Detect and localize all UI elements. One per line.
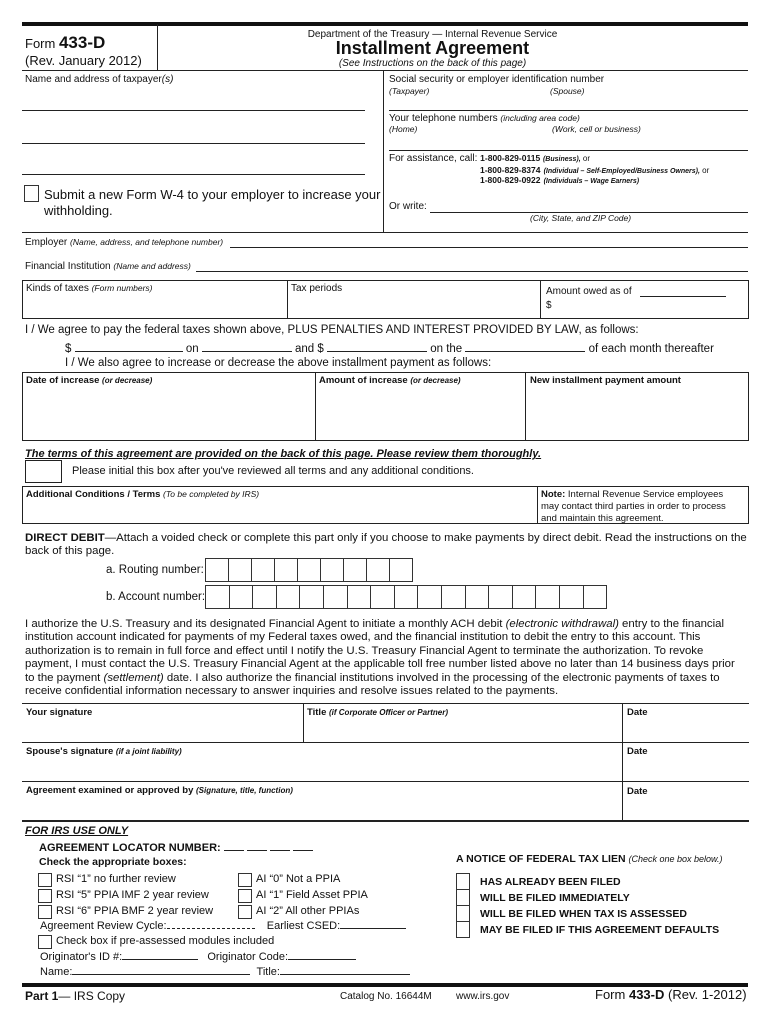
digit-box[interactable] [535,585,560,609]
digit-box[interactable] [343,558,367,582]
title-field[interactable]: Title (if Corporate Officer or Partner) [307,707,448,718]
lien-option-label: WILL BE FILED WHEN TAX IS ASSESSED [480,908,687,920]
amount-owed-dollar: $ [546,300,552,311]
monthly-amount-field[interactable] [327,351,427,352]
form-id [25,33,105,53]
rule [22,232,748,233]
form-number: 433-D [58,33,106,52]
footer-form-id: Form 433-D (Rev. 1-2012) [595,987,747,1002]
form-revision: (Rev. January 2012) [25,53,142,68]
ai-0-checkbox[interactable] [238,873,252,887]
rule [22,742,749,743]
agreement-text: I / We agree to pay the federal taxes shown above, PLUS PENALTIES AND INTEREST PROVIDED BY LAW, as follows: [25,324,639,336]
rsi-5-checkbox[interactable] [38,889,52,903]
spouse-signature-field[interactable]: Spouse's signature (if a joint liability) [26,746,182,757]
department: Department of the Treasury — Internal Revenue Service [307,29,558,40]
spouse-date-field[interactable]: Date [627,746,648,757]
review-cycle-row: Agreement Review Cycle: Earliest CSED: [40,920,406,932]
instructions-note: (See Instructions on the back of this page) [338,58,527,69]
lien-option-label: MAY BE FILED IF THIS AGREEMENT DEFAULTS [480,924,720,936]
divider [540,280,541,319]
lien-option-label: HAS ALREADY BEEN FILED [480,876,621,888]
amount-owed-label: Amount owed as of [546,286,632,297]
divider [525,372,526,441]
ai-1-label: AI “1” Field Asset PPIA [256,889,368,901]
divider [383,70,384,232]
phone-line[interactable] [389,150,748,151]
digit-box[interactable] [251,558,275,582]
assistance-phone-2: 1-800-829-8374 (Individual – Self-Employed/Business Owners), or [480,165,710,175]
digit-box[interactable] [274,558,298,582]
digit-box[interactable] [323,585,348,609]
digit-box[interactable] [297,558,321,582]
assistance-label: For assistance, call: 1-800-829-0115 (Business), or [389,153,591,164]
w4-label: Submit a new Form W-4 to your employer to increase your [44,187,381,202]
irs-title-field[interactable] [280,974,410,975]
rsi-6-label: RSI “6” PPIA BMF 2 year review [56,905,214,917]
ai-2-checkbox[interactable] [238,905,252,919]
originator-row: Originator's ID #: Originator Code: [40,951,356,963]
kinds-of-taxes-label: Kinds of taxes (Form numbers) [26,283,153,294]
name-address-line-2[interactable] [22,143,365,144]
name-address-label: Name and address of taxpayer(s) [25,74,174,85]
digit-box[interactable] [205,585,230,609]
account-label: b. Account number: [106,591,206,603]
employer-label: Employer (Name, address, and telephone number) [25,237,224,248]
assistance-phone-3: 1-800-829-0922 (Individuals – Wage Earners) [480,175,640,185]
digit-box[interactable] [366,558,390,582]
rule [22,781,749,782]
home-phone-label: (Home) [389,124,418,134]
part-label: Part 1— IRS Copy [25,989,126,1003]
form-prefix: Form [25,36,56,51]
lien-label: A NOTICE OF FEDERAL TAX LIEN (Check one box below.) [456,853,723,865]
ssn-spouse-label: (Spouse) [550,86,585,96]
payment-start-field[interactable] [202,351,292,352]
lien-checkbox[interactable] [456,921,470,938]
check-boxes-label: Check the appropriate boxes: [39,856,187,868]
ssn-line[interactable] [389,110,748,111]
payment-terms-line: $ on and $ on the of each month thereafter [65,343,714,355]
digit-box[interactable] [228,558,252,582]
rsi-6-checkbox[interactable] [38,905,52,919]
digit-box[interactable] [389,558,413,582]
rule [22,820,749,822]
routing-label: a. Routing number: [106,564,204,576]
tax-periods-label: Tax periods [291,283,343,294]
amount-owed-date-field[interactable] [640,296,726,297]
increase-text: I / We also agree to increase or decrease the above installment payment as follows: [65,357,492,369]
digit-box[interactable] [394,585,419,609]
lien-checkbox[interactable] [456,889,470,906]
digit-box[interactable] [252,585,277,609]
signature-date-field[interactable]: Date [627,707,648,718]
digit-box[interactable] [205,558,229,582]
new-payment-header: New installment payment amount [530,375,681,386]
day-of-month-field[interactable] [465,351,585,352]
originator-id-field[interactable] [122,959,198,960]
divider [287,280,288,319]
rule [22,703,749,704]
divider [303,703,304,742]
top-rule [22,22,748,26]
digit-box[interactable] [441,585,466,609]
irs-note: Note: Internal Revenue Service employees [541,489,724,500]
lien-checkbox[interactable] [456,873,470,890]
pre-assessed-checkbox[interactable] [38,935,52,949]
digit-box[interactable] [347,585,372,609]
lien-option-label: WILL BE FILED IMMEDIATELY [480,892,630,904]
w4-checkbox[interactable] [24,185,39,202]
initial-instruction: Please initial this box after you've reviewed all terms and any additional conditions. [72,465,474,477]
your-signature-field[interactable]: Your signature [26,707,93,718]
page-title: Installment Agreement [335,38,530,58]
digit-box[interactable] [488,585,513,609]
locator-number: AGREEMENT LOCATOR NUMBER: [39,842,313,854]
divider [315,372,316,441]
digit-box[interactable] [299,585,324,609]
irs-use-heading: FOR IRS USE ONLY [25,825,129,837]
lien-checkbox[interactable] [456,905,470,922]
website: www.irs.gov [456,991,510,1002]
originator-code-field[interactable] [288,959,356,960]
authorization-text: I authorize the U.S. Treasury and its designated Financial Agent to initiate a monthly ACH debit (electronic withdrawal) entry to the financial institution account indicated for payments of my Federal taxes owed, and the financial institution to debit the entry to this account. This authorization is to remain in full force and effect until I notify the U.S. Treasury Financial Agent to terminate the authorization. To revoke payment, I must contact the U.S. Treasury Financial Agent at the applicable toll free number listed above no later than 14 business days prior to the payment (settlement) date. I also authorize the financial institutions involved in the processing of the electronic payments of taxes to receive confidential information necessary to answer inquiries and resolve issues related to the payments. [25,618,735,698]
divider [622,703,623,820]
digit-box[interactable] [465,585,490,609]
initial-box[interactable] [25,460,62,483]
digit-box[interactable] [417,585,442,609]
rsi-1-checkbox[interactable] [38,873,52,887]
direct-debit-intro: DIRECT DEBIT—Attach a voided check or complete this part only if you choose to make payments by direct debit. Read the instructions on the back of this page. [25,532,747,558]
csed-field[interactable] [340,928,406,929]
divider [537,486,538,524]
header-divider [157,24,158,70]
rsi-5-label: RSI “5” PPIA IMF 2 year review [56,889,209,901]
digit-box[interactable] [370,585,395,609]
w4-label-cont: withholding. [44,203,113,218]
pre-assessed-label: Check box if pre-assessed modules included [56,935,275,947]
digit-box[interactable] [512,585,537,609]
examined-by-field[interactable]: Agreement examined or approved by (Signature, title, function) [26,785,293,796]
phone-label: Your telephone numbers (including area code) [389,113,580,124]
financial-label: Financial Institution (Name and address) [25,261,191,272]
ai-0-label: AI “0” Not a PPIA [256,873,341,885]
digit-box[interactable] [276,585,301,609]
ssn-label: Social security or employer identification number [389,74,605,85]
terms-heading: The terms of this agreement are provided on the back of this page. Please review them thoroughly. [25,448,542,460]
ai-2-label: AI “2” All other PPIAs [256,905,360,917]
digit-box[interactable] [229,585,254,609]
rsi-1-label: RSI “1” no further review [56,873,176,885]
review-cycle-field[interactable] [167,928,255,929]
increase-amount-header: Amount of increase (or decrease) [319,375,461,386]
name-title-row: Name: Title: [40,966,410,978]
irs-name-field[interactable] [72,974,250,975]
increase-date-header: Date of increase (or decrease) [26,375,153,386]
name-address-line-3[interactable] [22,174,365,175]
ssn-taxpayer-label: (Taxpayer) [389,86,430,96]
city-note: (City, State, and ZIP Code) [530,213,632,223]
catalog-number: Catalog No. 16644M [340,991,432,1002]
name-address-line-1[interactable] [22,110,365,111]
digit-box[interactable] [320,558,344,582]
irs-note-line-3: and maintain this agreement. [541,513,664,524]
payment-amount-field[interactable] [75,351,183,352]
examined-date-field[interactable]: Date [627,786,648,797]
conditions-label: Additional Conditions / Terms (To be completed by IRS) [26,489,260,500]
rule [22,70,748,71]
employer-field[interactable] [230,247,748,248]
ai-1-checkbox[interactable] [238,889,252,903]
work-phone-label: (Work, cell or business) [552,124,641,134]
irs-note-line-2: may contact third parties in order to process [541,501,726,512]
financial-field[interactable] [196,271,748,272]
digit-box[interactable] [583,585,608,609]
or-write-label: Or write: [389,201,427,212]
digit-box[interactable] [559,585,584,609]
